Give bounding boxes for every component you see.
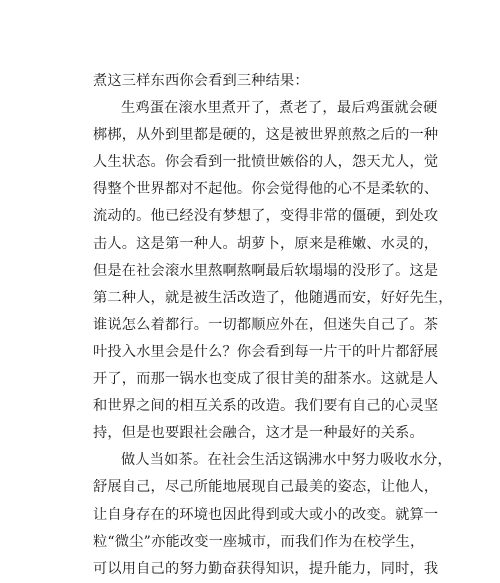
text-line: 得整个世界都对不起他。你会觉得他的心不是柔软的、	[93, 181, 439, 198]
text-line: 可以用自己的努力勤奋获得知识，提升能力，同时，我	[93, 560, 439, 577]
text-line: 和世界之间的相互关系的改造。我们要有自己的心灵坚	[93, 398, 439, 415]
text-line: 人生状态。你会看到一批愤世嫉俗的人，怨天尤人，觉	[93, 154, 439, 171]
text-line: 但是在社会滚水里熬啊熬啊最后软塌塌的没形了。这是	[93, 262, 439, 279]
text-line: 持，但是也要跟社会融合，这才是一种最好的关系。	[93, 425, 424, 442]
text-line: 煮这三样东西你会看到三种结果：	[93, 73, 309, 89]
text-line: 开了，而那一锅水也变成了很甘美的甜茶水。这就是人	[93, 371, 439, 388]
text-line: 第二种人，就是被生活改造了，他随遇而安，好好先生，	[93, 289, 453, 306]
text-line: 让自身存在的环境也因此得到或大或小的改变。就算一	[93, 506, 439, 523]
text-line: 击人。这是第一种人。胡萝卜，原来是稚嫩、水灵的，	[93, 235, 439, 252]
text-line: 梆梆，从外到里都是硬的，这是被世界煎熬之后的一种	[93, 127, 439, 144]
text-line: 生鸡蛋在滚水里煮开了，煮老了，最后鸡蛋就会硬	[121, 100, 438, 117]
text-line: 流动的。他已经没有梦想了，变得非常的僵硬，到处攻	[93, 208, 439, 225]
text-line: 做人当如茶。在社会生活这锅沸水中努力吸收水分，	[121, 452, 452, 469]
text-line: 叶投入水里会是什么？你会看到每一片干的叶片都舒展	[93, 343, 439, 360]
text-line: 粒“微尘”亦能改变一座城市，而我们作为在校学生，	[93, 533, 425, 550]
body-text	[93, 68, 453, 583]
text-line: 舒展自己，尽己所能地展现自己最美的姿态，让他人，	[93, 479, 439, 496]
text-line: 谁说怎么着都行。一切都顺应外在，但迷失自己了。茶	[93, 316, 439, 333]
